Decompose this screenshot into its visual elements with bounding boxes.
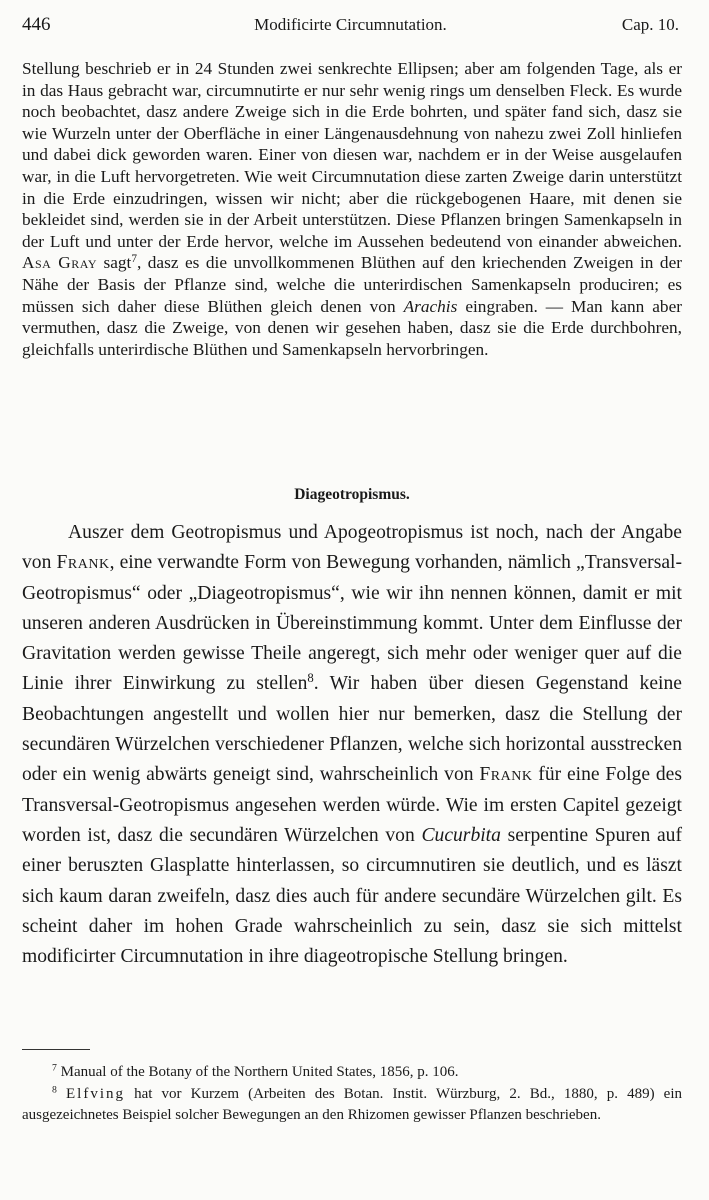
- author-name: Asa Gray: [22, 253, 98, 273]
- footnote-divider: [22, 1049, 90, 1050]
- genus-name: Cucurbita: [421, 824, 501, 846]
- continued-paragraph: [22, 58, 682, 360]
- footnote-marker: 7: [52, 1062, 57, 1074]
- text-run: . Wir haben über diesen Gegenstand keine Beobachtungen angestellt und wollen hier nur bemerken, dasz die Stellung der secundären Würzelchen verschiedener Pflanzen, welche sich horizontal ausstrecken oder ein wenig abwärts geneigt sind, wahrscheinlich von: [22, 673, 682, 786]
- footnote-ref[interactable]: 8: [307, 671, 314, 686]
- running-head: [22, 10, 679, 40]
- text-run: sagt: [97, 253, 132, 273]
- chapter-label: Cap. 10.: [621, 15, 679, 34]
- footnotes: [22, 1062, 682, 1127]
- author-name: Frank: [56, 552, 110, 574]
- main-paragraph: [22, 518, 682, 972]
- section-heading: Diageotropismus.: [294, 486, 410, 503]
- text-run: , dasz es die unvollkommenen Blüthen auf den kriechenden Zweigen in der Nähe der Basis der Pflanze sind, welche die unterirdischen Samenkapseln produciren; es müssen sich daher diese Blüthen gleich denen von: [22, 253, 682, 316]
- text-run: eingraben. — Man kann aber vermuthen, dasz die Zweige, von denen wir gesehen haben, dasz sie die Erde durchbohren, gleichfalls unterirdische Blüthen und Samenkapseln hervorbringen.: [22, 296, 682, 359]
- text-run: serpentine Spuren auf einer beruszten Glasplatte hinterlassen, so circumnutiren sie deutlich, und es läszt sich kaum daran zweifeln, dasz dies auch für andere secundäre Würzelchen gilt. Es scheint daher im hohen Grade wahrscheinlich zu sein, dasz sie sich mittelst modificirter Circumnutation in ihre diageotropische Stellung bringen.: [22, 824, 682, 968]
- text-run: Auszer dem Geotropismus und Apogeotropismus ist noch, nach der Angabe von: [22, 522, 682, 574]
- text-run: Stellung beschrieb er in 24 Stunden zwei senkrechte Ellipsen; aber am folgenden Tage, als er in das Haus gebracht war, circumnutirte er nur sehr wenig rings um denselben Fleck. Es wurde noch beobachtet, dasz andere Zweige sich in die Erde bohrten, und später fand sich, dasz sie wie Wurzeln unter der Oberfläche in einer Längenausdehnung von nahezu zwei Zoll hinliefen und dabei dick geworden waren. Einer von diesen war, nachdem er in der Weise ausgelaufen war, in die Luft hervorgetreten. Wie weit Circumnutation diese zarten Zweige darin unterstützt in die Erde einzudringen, wissen wir nicht; aber die rückgebogenen Haare, mit denen sie bekleidet sind, werden sie in der Arbeit unterstützen. Diese Pflanzen bringen Samenkapseln in der Luft und unter der Erde hervor, welche im Aussehen bedeutend von einander abweichen.: [22, 59, 682, 251]
- footnote-marker: 8: [52, 1084, 57, 1096]
- running-title: Modificirte Circumnutation.: [254, 15, 447, 34]
- author-name: Elfving: [66, 1085, 125, 1102]
- text-run: , eine verwandte Form von Bewegung vorhanden, nämlich „Transversal-Geotropismus“ oder „Diageotropismus“, wie wir ihn nennen können, damit er mit unseren anderen Ausdrücken in Übereinstimmung kommt. Unter dem Einflusse der Gravitation werden gewisse Theile angeregt, sich mehr oder weniger quer auf die Linie ihrer Einwirkung zu stellen: [22, 552, 682, 695]
- genus-name: Arachis: [403, 296, 458, 316]
- footnote-text: hat vor Kurzem (Arbeiten des Botan. Instit. Würzburg, 2. Bd., 1880, p. 489) ein ausgezeichnetes Beispiel solcher Bewegungen an den Rhizomen gewisser Pflanzen beschrieben.: [22, 1085, 683, 1123]
- page-number: 446: [22, 14, 51, 35]
- footnote-8: [22, 1084, 682, 1127]
- text-run: für eine Folge des Transversal-Geotropismus angesehen werden würde. Wie im ersten Capitel gezeigt worden ist, dasz die secundären Würzelchen von: [22, 764, 682, 846]
- author-name: Frank: [479, 764, 533, 786]
- paragraph-text: [22, 518, 682, 972]
- paragraph-text: [22, 58, 682, 360]
- footnote-text: Manual of the Botany of the Northern United States, 1856, p. 106.: [56, 1064, 459, 1080]
- footnote-7: [22, 1062, 682, 1084]
- footnote-ref[interactable]: 7: [131, 253, 137, 266]
